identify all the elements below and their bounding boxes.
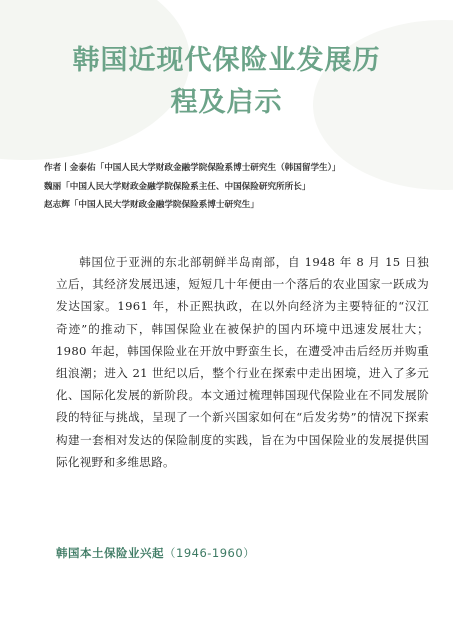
author-name: 赵志辉 [44, 200, 70, 210]
article-title [0, 40, 453, 124]
author-prefix: 作者丨 [44, 163, 70, 173]
author-affiliation: 「中国人民大学财政金融学院保险系博士研究生（韩国留学生）」 [95, 163, 341, 173]
section-heading [56, 545, 255, 561]
section-heading-period: （1946-1960） [164, 546, 256, 560]
author-line-1 [44, 159, 444, 178]
author-name: 金泰佑 [69, 163, 96, 173]
author-line-2 [44, 178, 444, 197]
author-list [44, 159, 444, 215]
author-line-3 [44, 196, 444, 215]
article-abstract: 韩国位于亚洲的东北部朝鲜半岛南部，自 1948 年 8 月 15 日独立后，其经济发展迅速，短短几十年便由一个落后的农业国家一跃成为发达国家。1961 年，朴正熙执政，在以外向经济为主要特征的“汉江奇迹”的推动下，韩国保险业在被保护的国内环境中迅速发展壮大；1980 年起，韩国保险业在开放中野蛮生长，在遭受冲击后经历并购重组浪潮；进入 21 世纪以后，整个行业在探索中走出困境，进入了多元化、国际化发展的新阶段。本文通过梳理韩国现代保险业在不同发展阶段的特征与挑战，呈现了一个新兴国家如何在“后发劣势”的情况下探索构建一套相对发达的保险制度的实践，旨在为中国保险业的发展提供国际化视野和多维思路。 [56, 255, 429, 469]
author-name: 魏丽 [44, 181, 62, 192]
article-title-line1: 韩国近现代保险业发展历 [72, 45, 381, 76]
author-affiliation: 「中国人民大学财政金融学院保险系主任、中国保险研究所所长」 [61, 181, 311, 192]
article-title-line2: 程及启示 [170, 87, 283, 118]
section-heading-text: 韩国本土保险业兴起 [56, 546, 164, 560]
author-affiliation: 「中国人民大学财政金融学院保险系博士研究生」 [69, 200, 259, 210]
